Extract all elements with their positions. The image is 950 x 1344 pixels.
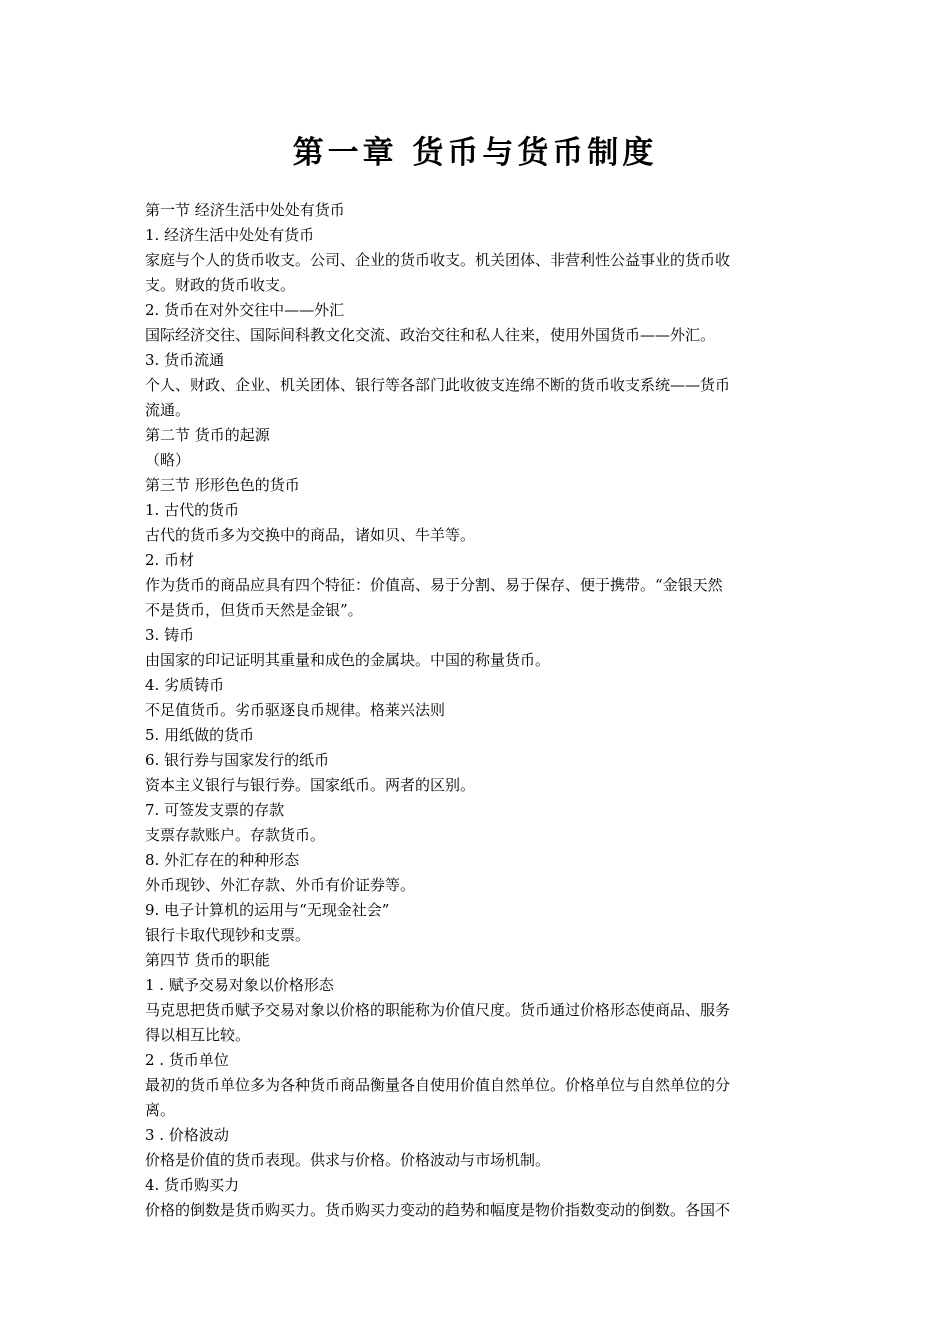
text-line: 8. 外汇存在的种种形态 [145, 851, 300, 869]
text-line: 4. 劣质铸币 [145, 676, 225, 694]
text-line: 得以相互比较。 [145, 1026, 251, 1044]
text-line: 支。财政的货币收支。 [145, 276, 296, 294]
text-line: 国际经济交往、国际间科教文化交流、政治交往和私人往来，使用外国货币——外汇。 [145, 326, 716, 344]
text-line: 由国家的印记证明其重量和成色的金属块。中国的称量货币。 [145, 651, 551, 669]
text-line: 2 . 货币单位 [145, 1051, 229, 1069]
text-line: 6. 银行券与国家发行的纸币 [145, 751, 330, 769]
text-line: 支票存款账户。存款货币。 [145, 826, 326, 844]
text-line: 不是货币，但货币天然是金银”。 [145, 601, 363, 619]
text-line: 1 . 赋予交易对象以价格形态 [145, 976, 334, 994]
text-line: 2. 币材 [145, 551, 195, 569]
text-line: 古代的货币多为交换中的商品，诸如贝、牛羊等。 [145, 526, 476, 544]
text-line: 第一节 经济生活中处处有货币 [145, 201, 345, 219]
text-line: 不足值货币。劣币驱逐良币规律。格莱兴法则 [145, 701, 446, 719]
text-line: 流通。 [145, 401, 191, 419]
document-body [145, 198, 801, 1223]
text-line: 价格的倒数是货币购买力。货币购买力变动的趋势和幅度是物价指数变动的倒数。各国不 [145, 1201, 731, 1219]
text-line: 3. 铸币 [145, 626, 195, 644]
text-line: 1. 经济生活中处处有货币 [145, 226, 315, 244]
text-line: 4. 货币购买力 [145, 1176, 240, 1194]
chapter-title: 第一章 货币与货币制度 [292, 135, 658, 171]
text-line: 银行卡取代现钞和支票。 [145, 926, 311, 944]
text-line: 9. 电子计算机的运用与“无现金社会” [145, 901, 390, 919]
text-line: 第三节 形形色色的货币 [145, 476, 300, 494]
text-line: 离。 [145, 1101, 176, 1119]
text-line: 第四节 货币的职能 [145, 951, 270, 969]
text-line: 外币现钞、外汇存款、外币有价证券等。 [145, 876, 416, 894]
text-line: 最初的货币单位多为各种货币商品衡量各自使用价值自然单位。价格单位与自然单位的分 [145, 1076, 731, 1094]
text-line: 1. 古代的货币 [145, 501, 240, 519]
text-line: 5. 用纸做的货币 [145, 726, 255, 744]
text-line: 第二节 货币的起源 [145, 426, 270, 444]
text-line: 作为货币的商品应具有四个特征：价值高、易于分割、易于保存、便于携带。“金银天然 [145, 576, 723, 594]
text-line: 马克思把货币赋予交易对象以价格的职能称为价值尺度。货币通过价格形态使商品、服务 [145, 1001, 731, 1019]
text-line: 3 . 价格波动 [145, 1126, 229, 1144]
text-line: 7. 可签发支票的存款 [145, 801, 285, 819]
text-line: （略） [145, 451, 191, 469]
text-line: 价格是价值的货币表现。供求与价格。价格波动与市场机制。 [145, 1151, 551, 1169]
text-line: 个人、财政、企业、机关团体、银行等各部门此收彼支连绵不断的货币收支系统——货币 [145, 376, 731, 394]
text-line: 2. 货币在对外交往中——外汇 [145, 301, 345, 319]
text-line: 家庭与个人的货币收支。公司、企业的货币收支。机关团体、非营利性公益事业的货币收 [145, 251, 731, 269]
text-line: 3. 货币流通 [145, 351, 225, 369]
text-line: 资本主义银行与银行券。国家纸币。两者的区别。 [145, 776, 476, 794]
